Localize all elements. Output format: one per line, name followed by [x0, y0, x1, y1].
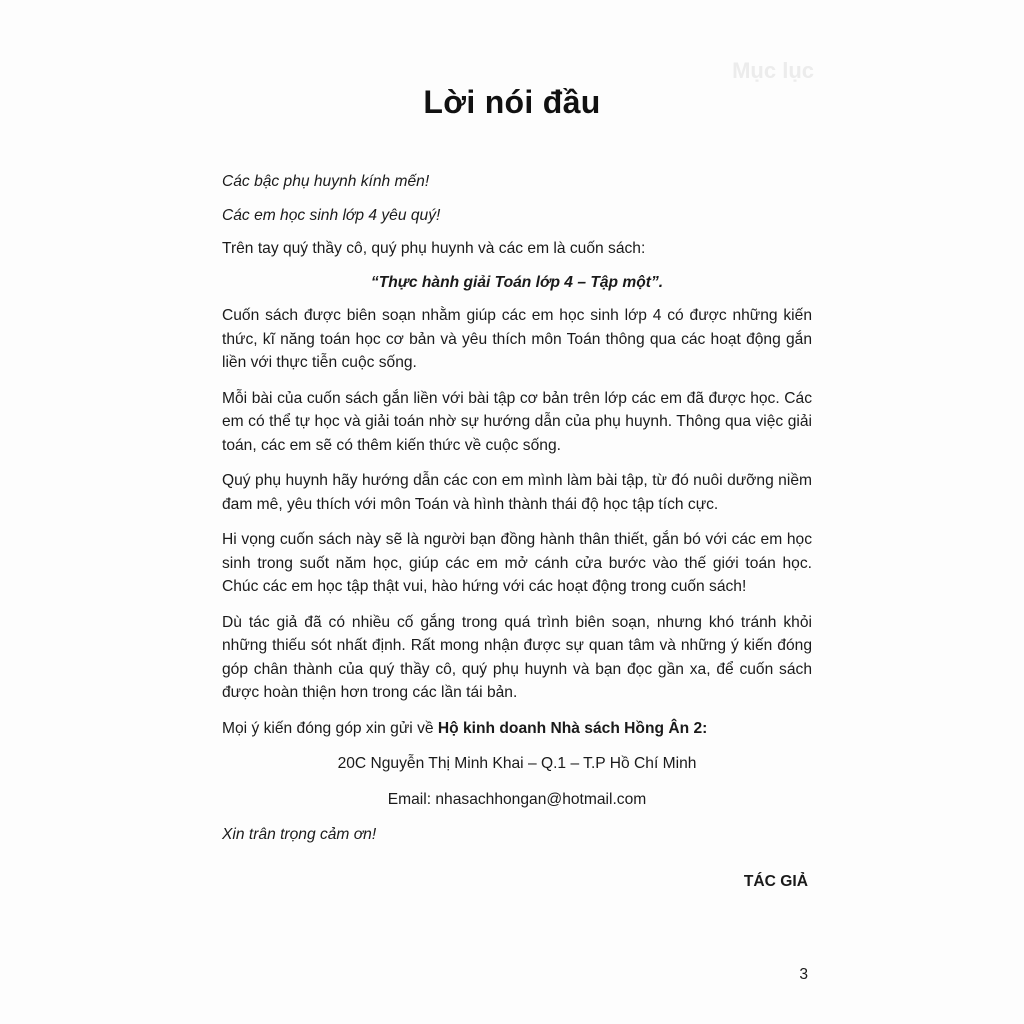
address-line: 20C Nguyễn Thị Minh Khai – Q.1 – T.P Hồ Chí Minh [337, 755, 697, 772]
email-line: Email: nhasachhongan@hotmail.com [387, 790, 647, 808]
page-title: Lời nói đầu [423, 84, 601, 120]
author-signature: TÁC GIẢ [743, 873, 808, 890]
paragraph-3: Quý phụ huynh hãy hướng dẫn các con em mình làm bài tập, từ đó nuôi dưỡng niềm đam mê, yêu thích với môn Toán và hình thành thái độ học tập tích cực. [222, 472, 812, 513]
contact-intro: Mọi ý kiến đóng góp xin gửi về [222, 719, 438, 737]
book-title: “Thực hành giải Toán lớp 4 – Tập một”. [370, 273, 664, 291]
greeting-students: Các em học sinh lớp 4 yêu quý! [222, 206, 441, 224]
paragraph-4: Hi vọng cuốn sách này sẽ là người bạn đồng hành thân thiết, gắn bó với các em học sinh trong suốt năm học, giúp các em mở cánh cửa bước vào thế giới toán học. Chúc các em học tập thật vui, hào hứng với các hoạt động trong cuốn sách! [222, 531, 812, 595]
page-number: 3 [799, 966, 808, 983]
contact-name: Hộ kinh doanh Nhà sách Hồng Ân 2: [437, 719, 708, 737]
preface-body [222, 170, 812, 847]
intro-line: Trên tay quý thầy cô, quý phụ huynh và các em là cuốn sách: [222, 240, 646, 257]
bleed-through-text: Mục lục [732, 58, 814, 83]
greeting-parents: Các bậc phụ huynh kính mến! [222, 173, 430, 190]
paragraph-1: Cuốn sách được biên soạn nhằm giúp các em học sinh lớp 4 có được những kiến thức, kĩ năng toán học cơ bản và yêu thích môn Toán thông qua các hoạt động gắn liền với thực tiễn cuộc sống. [222, 307, 812, 371]
paragraph-2: Mỗi bài của cuốn sách gắn liền với bài tập cơ bản trên lớp các em đã được học. Các em có thể tự học và giải toán nhờ sự hướng dẫn của phụ huynh. Thông qua việc giải toán, các em sẽ có thêm kiến thức về cuộc sống. [222, 389, 812, 454]
contact-line [222, 717, 812, 741]
paragraph-5: Dù tác giả đã có nhiều cố gắng trong quá trình biên soạn, nhưng khó tránh khỏi những thiếu sót nhất định. Rất mong nhận được sự quan tâm và những ý kiến đóng góp chân thành của quý thầy cô, quý phụ huynh và bạn đọc gần xa, để cuốn sách được hoàn thiện hơn trong các lần tái bản. [222, 613, 812, 701]
thanks-line: Xin trân trọng cảm ơn! [222, 826, 377, 843]
